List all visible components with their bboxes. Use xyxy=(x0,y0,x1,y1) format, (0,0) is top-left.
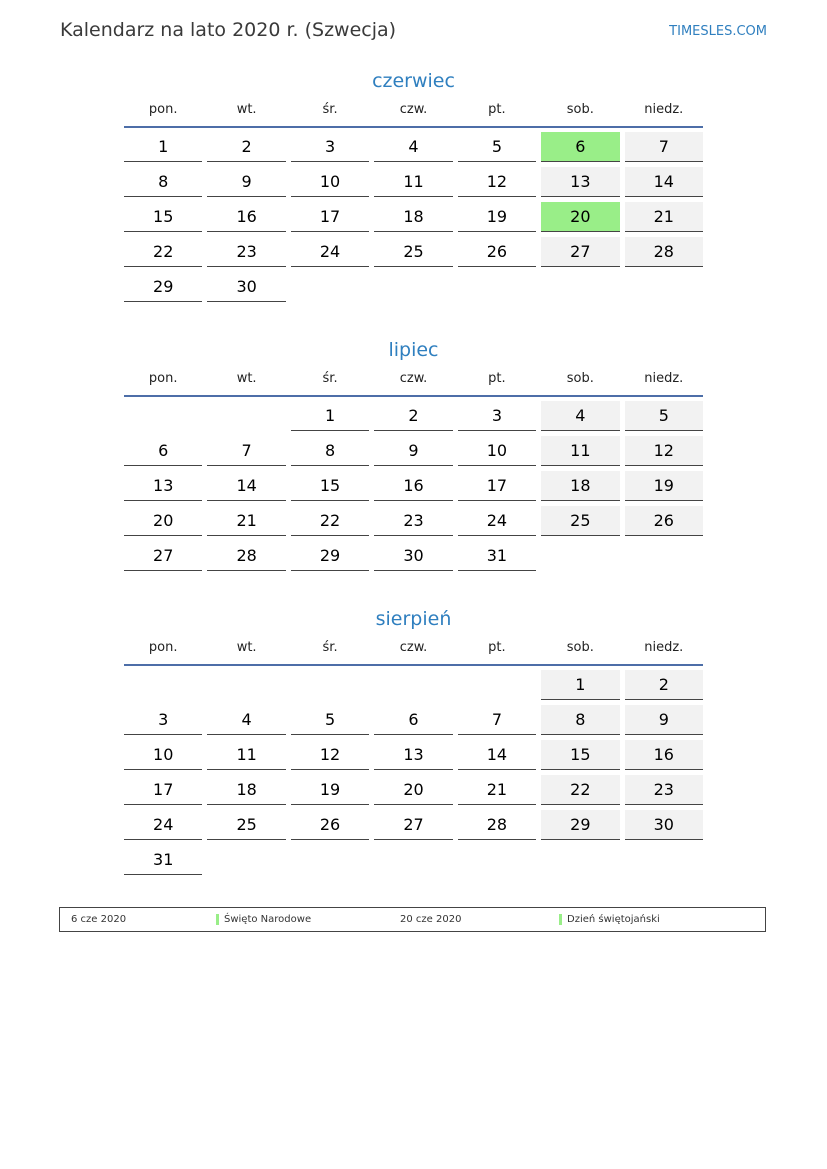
day-cell: 23 xyxy=(625,775,703,805)
month-calendar xyxy=(124,70,703,302)
weekday-label: wt. xyxy=(236,371,257,386)
weekday-label: śr. xyxy=(322,371,338,386)
day-cell: 3 xyxy=(291,132,369,162)
empty-cell xyxy=(207,401,285,431)
holiday-legend xyxy=(59,907,766,932)
weekday-label: niedz. xyxy=(644,640,684,655)
day-cell: 12 xyxy=(458,167,536,197)
empty-cell xyxy=(291,670,369,700)
day-cell: 1 xyxy=(291,401,369,431)
day-cell: 7 xyxy=(625,132,703,162)
day-cell: 10 xyxy=(291,167,369,197)
day-cell: 5 xyxy=(291,705,369,735)
day-cell: 12 xyxy=(625,436,703,466)
day-cell: 30 xyxy=(374,541,452,571)
day-cell: 1 xyxy=(541,670,619,700)
day-cell: 14 xyxy=(625,167,703,197)
empty-cell xyxy=(124,670,202,700)
holiday-marker xyxy=(216,914,219,925)
weekday-header xyxy=(124,640,703,666)
weekday-label: sob. xyxy=(566,640,594,655)
day-cell: 15 xyxy=(541,740,619,770)
day-cell: 17 xyxy=(458,471,536,501)
day-cell: 14 xyxy=(458,740,536,770)
weekday-label: wt. xyxy=(236,102,257,117)
day-cell: 21 xyxy=(207,506,285,536)
day-cell: 7 xyxy=(458,705,536,735)
day-cell: 28 xyxy=(625,237,703,267)
day-cell: 28 xyxy=(207,541,285,571)
day-cell: 8 xyxy=(541,705,619,735)
day-cell: 31 xyxy=(458,541,536,571)
day-cell: 27 xyxy=(124,541,202,571)
day-cell: 14 xyxy=(207,471,285,501)
weekday-label: niedz. xyxy=(644,371,684,386)
day-cell: 1 xyxy=(124,132,202,162)
weekday-label: niedz. xyxy=(644,102,684,117)
day-cell: 16 xyxy=(374,471,452,501)
weekday-label: pon. xyxy=(148,640,178,655)
day-grid xyxy=(124,132,703,302)
day-cell: 21 xyxy=(625,202,703,232)
weekday-header xyxy=(124,371,703,397)
day-cell: 15 xyxy=(291,471,369,501)
holiday-marker xyxy=(559,914,562,925)
day-cell: 13 xyxy=(124,471,202,501)
day-cell: 4 xyxy=(541,401,619,431)
day-cell: 25 xyxy=(374,237,452,267)
weekday-label: pt. xyxy=(488,102,506,117)
day-cell: 29 xyxy=(124,272,202,302)
month-calendar xyxy=(124,608,703,875)
weekday-label: sob. xyxy=(566,102,594,117)
empty-cell xyxy=(458,670,536,700)
day-cell: 9 xyxy=(207,167,285,197)
day-cell: 24 xyxy=(124,810,202,840)
holiday-day-cell: 20 xyxy=(541,202,619,232)
weekday-label: czw. xyxy=(399,640,428,655)
month-title: sierpień xyxy=(375,608,452,630)
day-cell: 9 xyxy=(625,705,703,735)
day-cell: 23 xyxy=(207,237,285,267)
empty-cell xyxy=(124,401,202,431)
day-cell: 7 xyxy=(207,436,285,466)
weekday-label: pt. xyxy=(488,371,506,386)
day-cell: 22 xyxy=(124,237,202,267)
day-cell: 18 xyxy=(207,775,285,805)
weekday-label: śr. xyxy=(322,640,338,655)
day-cell: 6 xyxy=(374,705,452,735)
weekday-label: pon. xyxy=(148,371,178,386)
day-cell: 19 xyxy=(291,775,369,805)
day-cell: 5 xyxy=(625,401,703,431)
weekday-label: pon. xyxy=(148,102,178,117)
day-cell: 5 xyxy=(458,132,536,162)
day-cell: 15 xyxy=(124,202,202,232)
day-cell: 25 xyxy=(541,506,619,536)
month-title: czerwiec xyxy=(372,70,455,92)
holiday-day-cell: 6 xyxy=(541,132,619,162)
day-cell: 22 xyxy=(541,775,619,805)
weekday-label: pt. xyxy=(488,640,506,655)
weekday-label: czw. xyxy=(399,371,428,386)
day-cell: 10 xyxy=(458,436,536,466)
day-cell: 16 xyxy=(207,202,285,232)
day-grid xyxy=(124,401,703,571)
day-cell: 6 xyxy=(124,436,202,466)
day-cell: 3 xyxy=(458,401,536,431)
day-cell: 24 xyxy=(291,237,369,267)
day-cell: 26 xyxy=(291,810,369,840)
day-cell: 13 xyxy=(374,740,452,770)
day-cell: 10 xyxy=(124,740,202,770)
legend-holiday-name: Dzień świętojański xyxy=(567,914,660,925)
day-cell: 31 xyxy=(124,845,202,875)
day-cell: 12 xyxy=(291,740,369,770)
day-cell: 11 xyxy=(541,436,619,466)
legend-date: 6 cze 2020 xyxy=(71,914,127,925)
day-cell: 22 xyxy=(291,506,369,536)
day-grid xyxy=(124,670,703,875)
day-cell: 16 xyxy=(625,740,703,770)
legend-date: 20 cze 2020 xyxy=(400,914,462,925)
day-cell: 8 xyxy=(124,167,202,197)
page-title: Kalendarz na lato 2020 r. (Szwecja) xyxy=(60,19,397,41)
day-cell: 18 xyxy=(541,471,619,501)
empty-cell xyxy=(374,670,452,700)
day-cell: 21 xyxy=(458,775,536,805)
day-cell: 26 xyxy=(458,237,536,267)
day-cell: 4 xyxy=(374,132,452,162)
day-cell: 18 xyxy=(374,202,452,232)
day-cell: 19 xyxy=(458,202,536,232)
day-cell: 23 xyxy=(374,506,452,536)
day-cell: 19 xyxy=(625,471,703,501)
day-cell: 2 xyxy=(625,670,703,700)
day-cell: 9 xyxy=(374,436,452,466)
month-calendar xyxy=(124,339,703,571)
day-cell: 28 xyxy=(458,810,536,840)
day-cell: 30 xyxy=(625,810,703,840)
day-cell: 13 xyxy=(541,167,619,197)
weekday-label: sob. xyxy=(566,371,594,386)
weekday-label: wt. xyxy=(236,640,257,655)
day-cell: 29 xyxy=(291,541,369,571)
day-cell: 4 xyxy=(207,705,285,735)
day-cell: 2 xyxy=(374,401,452,431)
day-cell: 17 xyxy=(124,775,202,805)
empty-cell xyxy=(207,670,285,700)
legend-holiday-name: Święto Narodowe xyxy=(224,914,312,925)
day-cell: 3 xyxy=(124,705,202,735)
day-cell: 2 xyxy=(207,132,285,162)
site-link[interactable]: TIMESLES.COM xyxy=(669,24,767,39)
day-cell: 11 xyxy=(207,740,285,770)
day-cell: 29 xyxy=(541,810,619,840)
day-cell: 25 xyxy=(207,810,285,840)
page-header xyxy=(60,19,767,49)
weekday-header xyxy=(124,102,703,128)
day-cell: 17 xyxy=(291,202,369,232)
day-cell: 30 xyxy=(207,272,285,302)
day-cell: 20 xyxy=(374,775,452,805)
day-cell: 20 xyxy=(124,506,202,536)
day-cell: 26 xyxy=(625,506,703,536)
day-cell: 11 xyxy=(374,167,452,197)
weekday-label: czw. xyxy=(399,102,428,117)
day-cell: 27 xyxy=(541,237,619,267)
day-cell: 8 xyxy=(291,436,369,466)
month-title: lipiec xyxy=(388,339,439,361)
weekday-label: śr. xyxy=(322,102,338,117)
day-cell: 27 xyxy=(374,810,452,840)
day-cell: 24 xyxy=(458,506,536,536)
